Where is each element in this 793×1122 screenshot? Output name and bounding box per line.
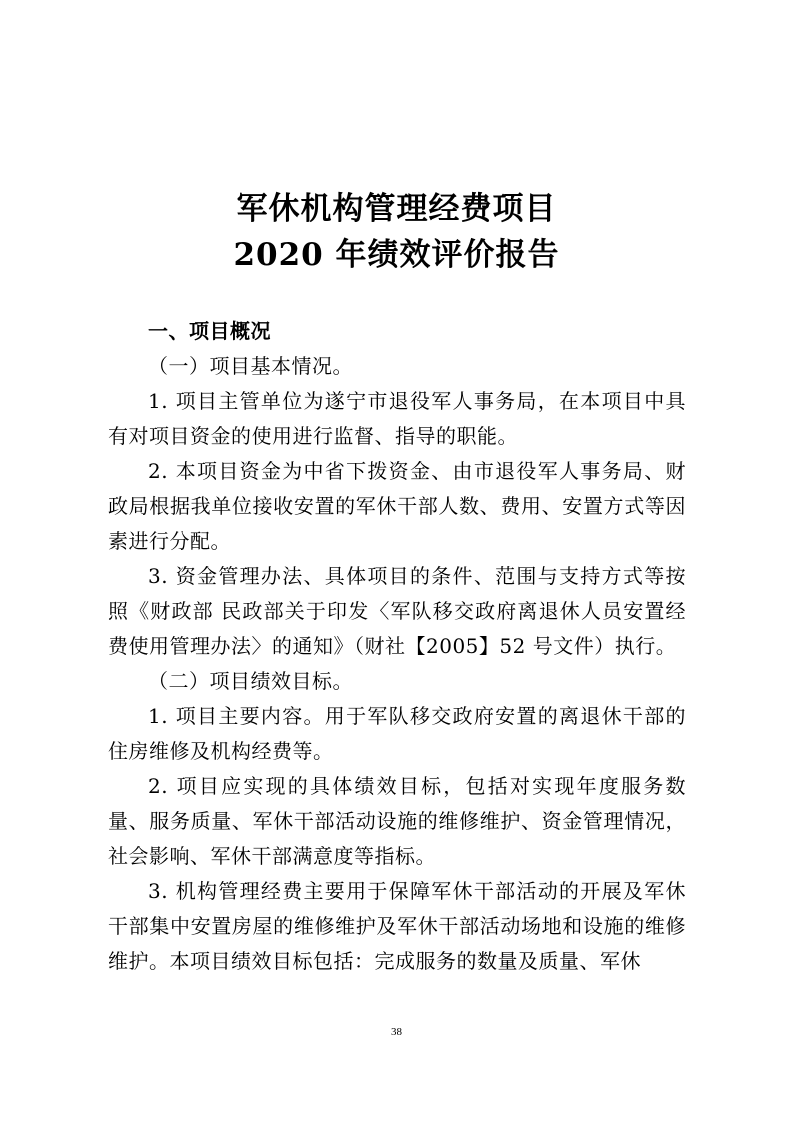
title-line-1: 军休机构管理经费项目 [236, 191, 557, 227]
paragraph: 2. 本项目资金为中省下拨资金、由市退役军人事务局、财政局根据我单位接收安置的军休干部人数、费用、安置方式等因素进行分配。 [108, 459, 686, 553]
paragraph: 3. 机构管理经费主要用于保障军休干部活动的开展及军休干部集中安置房屋的维修维护及军休干部活动场地和设施的维修维护。本项目绩效目标包括：完成服务的数量及质量、军休 [108, 879, 686, 973]
paragraph: 3. 资金管理办法、具体项目的条件、范围与支持方式等按照《财政部 民政部关于印发〈军队移交政府离退休人员安置经费使用管理办法〉的通知》（财社【2005】52 号文件）执行。 [108, 564, 686, 658]
document-title [0, 186, 793, 278]
page-number: 38 [391, 1026, 402, 1038]
paragraph: 2. 项目应实现的具体绩效目标，包括对实现年度服务数量、服务质量、军休干部活动设施的维修维护、资金管理情况，社会影响、军休干部满意度等指标。 [108, 774, 686, 868]
title-line-2: 2020 年绩效评价报告 [233, 237, 560, 273]
document-body [108, 314, 686, 979]
paragraph: 1. 项目主要内容。用于军队移交政府安置的离退休干部的住房维修及机构经费等。 [108, 704, 686, 763]
paragraph: 1. 项目主管单位为遂宁市退役军人事务局，在本项目中具有对项目资金的使用进行监督、指导的职能。 [108, 389, 686, 448]
subsection-heading: （二）项目绩效目标。 [148, 669, 353, 693]
section-heading: 一、项目概况 [148, 319, 271, 343]
subsection-heading: （一）项目基本情况。 [148, 354, 353, 378]
